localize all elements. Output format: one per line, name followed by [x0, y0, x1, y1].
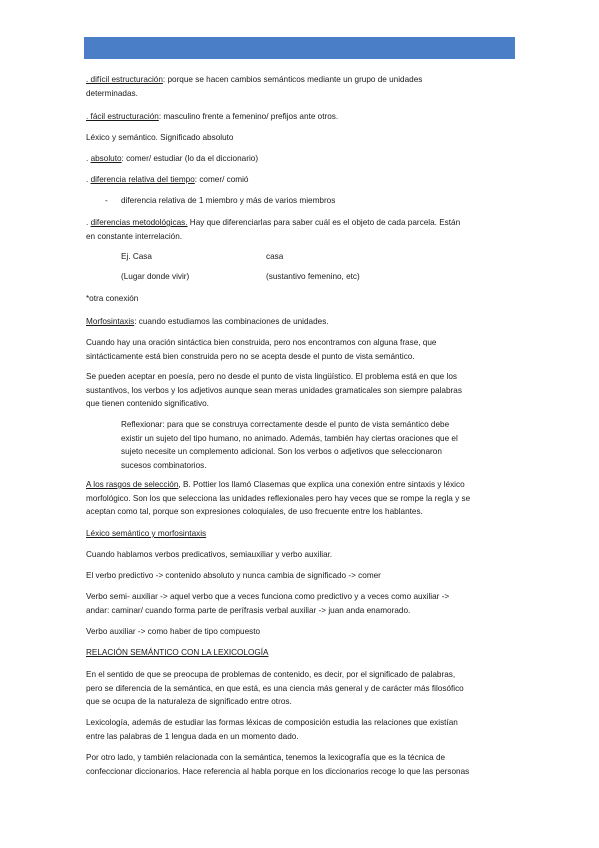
term-morfosintaxis: Morfosintaxis	[86, 317, 135, 326]
text: .	[86, 175, 91, 184]
text: Reflexionar: para que se construya correctamente desde el punto de vista semántico debe	[121, 420, 450, 429]
example-cell: casa	[266, 252, 284, 261]
text: Hay que diferenciarlas para saber cuál es el objeto de cada parcela. Están	[187, 218, 461, 227]
indented-note	[121, 418, 516, 472]
term-diferencia-relativa: diferencia relativa del tiempo	[90, 175, 195, 184]
text: existir un sujeto del tipo humano, no animado. Además, también hay ciertas oraciones que el	[121, 433, 458, 443]
paragraph-absoluto	[86, 152, 516, 166]
text: confeccionar diccionarios. Hace referencia al habla porque en los diccionarios recoge lo que las personas	[86, 766, 470, 776]
text: En el sentido de que se preocupa de problemas de contenido, es decir, por el significado de palabras,	[86, 670, 456, 679]
term-absoluto: absoluto	[90, 154, 122, 163]
text: .	[86, 154, 91, 163]
section-heading-lexico-morfosintaxis: Léxico semántico y morfosintaxis	[86, 529, 207, 538]
text: : masculino frente a femenino/ prefijos ante otros.	[158, 112, 339, 121]
text: aceptan como tal, porque son expresiones coloquiales, de uso frecuente entre los hablantes.	[86, 507, 423, 516]
text: que tienen contenido significativo.	[86, 399, 209, 408]
paragraph-diferencia-relativa	[86, 173, 516, 187]
term-diferencias-metodologicas: diferencias metodológicas.	[90, 218, 188, 227]
text: : porque se hacen cambios semánticos mediante un grupo de unidades	[162, 75, 423, 84]
example-cell: (sustantivo femenino, etc)	[266, 272, 360, 281]
text: sustantivos, los verbos y los adjetivos aunque sean meras unidades gramaticales son siempre palabras	[86, 385, 462, 395]
text: .	[86, 218, 91, 227]
term-dificil-estructuracion: . difícil estructuración	[86, 75, 163, 84]
example-cell: Ej. Casa	[121, 252, 152, 261]
text: Por otro lado, y también relacionada con la semántica, tenemos la lexicografía que es la técnica de	[86, 753, 446, 762]
paragraph	[86, 668, 516, 709]
text: sintácticamente está bien construida pero no se acepta desde el punto de vista semántico.	[86, 351, 415, 361]
paragraph-lexico-semantico: Léxico y semántico. Significado absoluto	[86, 133, 234, 142]
paragraph	[86, 716, 516, 743]
text: determinadas.	[86, 88, 138, 98]
text: : comer/ estudiar (lo da el diccionario)	[121, 154, 259, 163]
header-banner	[84, 37, 515, 59]
paragraph	[86, 370, 516, 411]
term-facil-estructuracion: . fácil estructuración	[86, 112, 159, 121]
example-cell: (Lugar donde vivir)	[121, 272, 190, 281]
paragraph: Cuando hablamos verbos predicativos, semiauxiliar y verbo auxiliar.	[86, 550, 333, 559]
text: pero se diferencia de la semántica, en que está, es una ciencia más general y de carácter más filosófico	[86, 683, 464, 693]
paragraph: Verbo auxiliar -> como haber de tipo compuesto	[86, 627, 261, 636]
text: Lexicología, además de estudiar las formas léxicas de composición estudia las relaciones que existían	[86, 718, 458, 727]
bullet-mark: -	[105, 196, 108, 205]
text: andar: caminar/ cuando forma parte de perífrasis verbal auxiliar -> juan anda enamorado.	[86, 605, 411, 615]
text: : comer/ comió	[194, 175, 249, 184]
paragraph-otra-conexion: *otra conexión	[86, 294, 139, 303]
text: morfológico. Son los que selecciona las unidades reflexionales pero hay veces que se rompe la regla y se	[86, 493, 471, 503]
term-rasgos-seleccion: A los rasgos de selección	[86, 480, 179, 489]
paragraph-rasgos-seleccion	[86, 478, 516, 519]
text: sujeto necesite un complemento adicional. Son los verbos o adjetivos que seleccionaron	[121, 447, 442, 456]
paragraph-morfosintaxis	[86, 315, 516, 329]
text: : cuando estudiamos las combinaciones de unidades.	[134, 317, 329, 326]
text: , B. Pottier los llamó Clasemas que explica una conexión entre sintaxis y léxico	[178, 480, 465, 489]
text: en constante interrelación.	[86, 231, 183, 241]
paragraph	[86, 336, 516, 363]
text: Se pueden aceptar en poesía, pero no desde el punto de vista lingüístico. El problema está en que los	[86, 372, 457, 381]
paragraph-facil-estructuracion	[86, 110, 516, 124]
paragraph: El verbo predictivo -> contenido absoluto y nunca cambia de significado -> comer	[86, 571, 381, 580]
text: sucesos combinatorios.	[121, 460, 207, 470]
text: diferencia relativa de 1 miembro y más de varios miembros	[121, 196, 336, 205]
section-heading-relacion-lexicologia: RELACIÓN SEMÁNTICO CON LA LEXICOLOGÍA	[86, 648, 269, 657]
text: Verbo semi- auxiliar -> aquel verbo que a veces funciona como predictivo y a veces como auxiliar ->	[86, 592, 450, 601]
text: que se ocupa de la naturaleza de significado entre otros.	[86, 697, 292, 706]
paragraph-dificil-estructuracion	[86, 73, 516, 100]
paragraph	[86, 590, 516, 617]
example-table	[86, 250, 516, 280]
paragraph	[86, 751, 516, 778]
paragraph-diferencias-metodologicas	[86, 216, 516, 243]
text: Cuando hay una oración sintáctica bien construida, pero nos encontramos con alguna frase, que	[86, 338, 437, 347]
text: entre las palabras de 1 lengua dada en un momento dado.	[86, 731, 299, 741]
